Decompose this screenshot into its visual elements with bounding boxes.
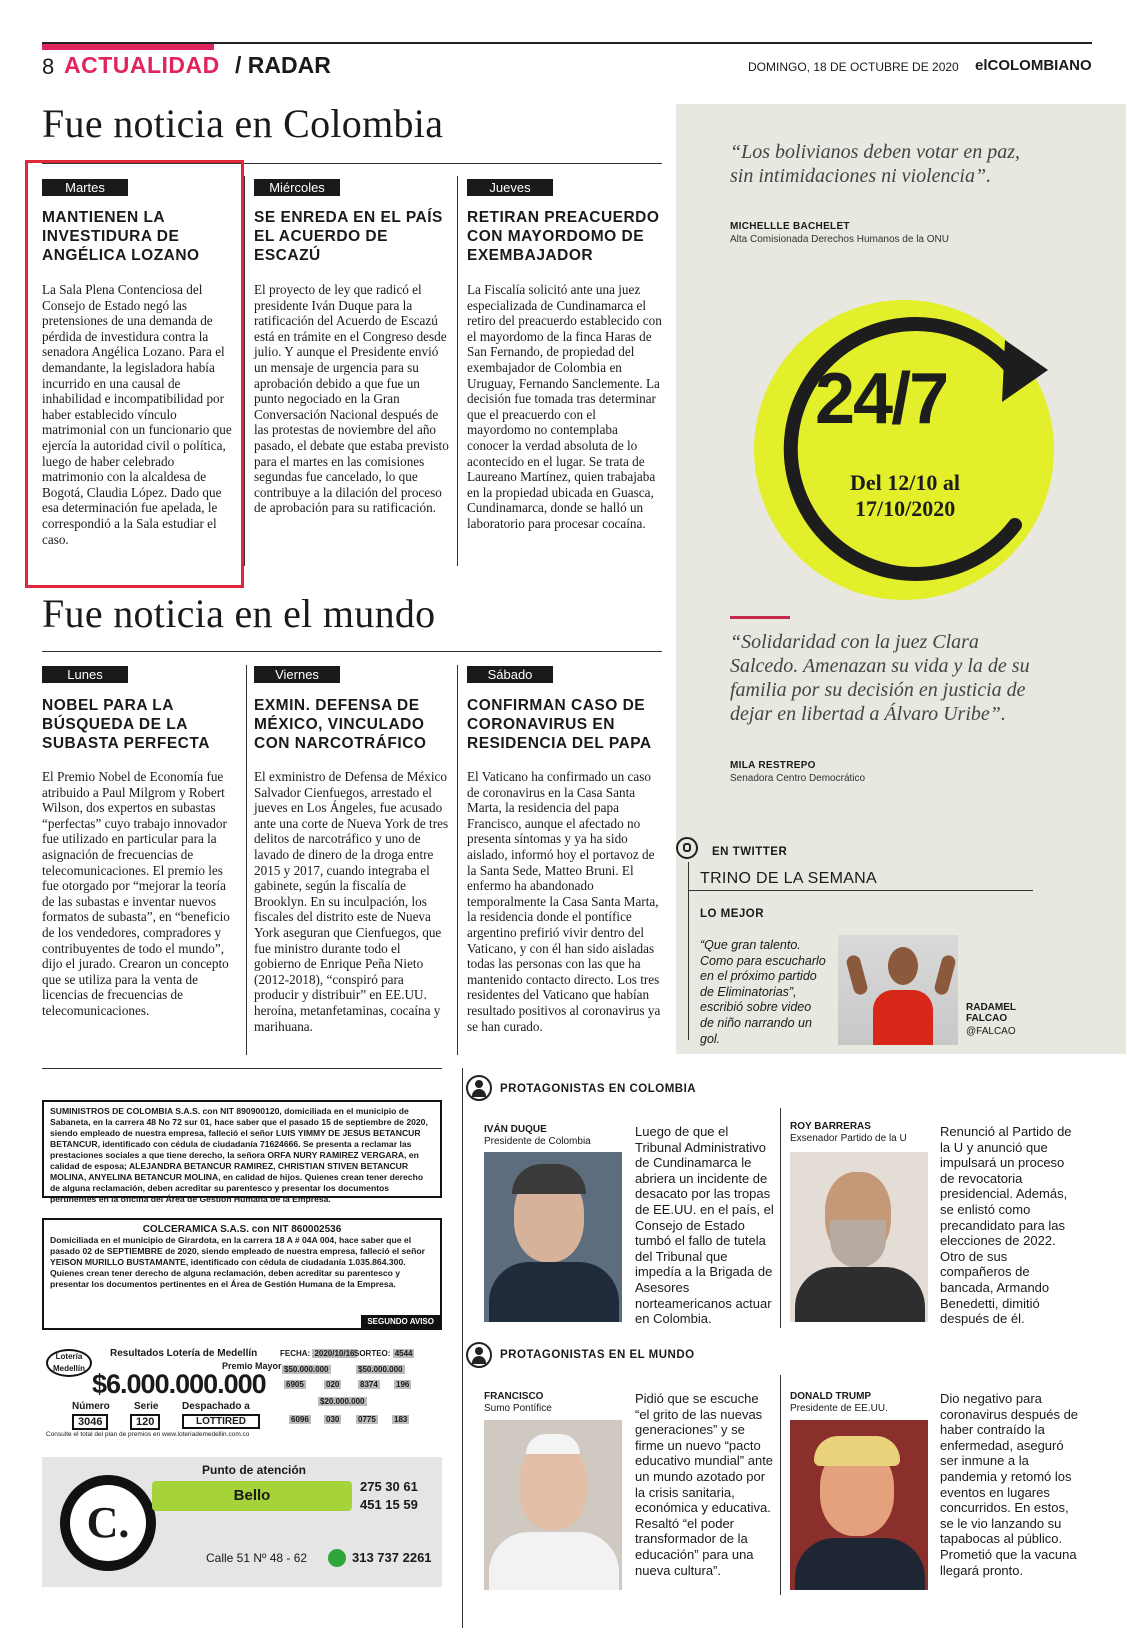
person-role: Sumo Pontífice: [484, 1403, 552, 1414]
seco-number: 196: [396, 1380, 410, 1389]
section-accent-bar: [42, 44, 214, 50]
story-body: La Fiscalía solicitó ante una juez especializada de Cundinamarca el retiro del preacuerdo establecido con el mayordomo de la finca Haras de San Fernando, de propiedad del exembajador de Colombia en Uruguay, Fernando Sanclemente. La decisión fue tomada tras determinar que el preacuerdo con el mayordomo no contemplaba conocer la verdad absoluta de lo acontecido en el lugar. Se trata de Laureano Martínez, quien trabajaba en la propiedad ubicada en Guasca, Cundinamarca, donde se halló un laboratorio para procesar cocaína.: [467, 282, 662, 531]
tweet-author: RADAMEL FALCAO: [966, 1002, 1016, 1024]
best-label: LO MEJOR: [700, 908, 765, 920]
day-tag: Lunes: [42, 666, 128, 683]
person-text: Pidió que se escuche “el grito de las nuevas generaciones” y se firme un nuevo “pacto educativo mundial” ante un mundo azotado por la crisis sanitaria, económica y educativa. Resaltó “el poder transformador de la educación” para una nueva cultura”.: [635, 1391, 774, 1578]
story-body: El exministro de Defensa de México Salvador Cienfuegos, arrestado el jueves en Los Ángeles, fue acusado ante una corte de Nueva York de tres delitos de narcotráfico y uno de lavado de dinero de la droga entre 2015 y 2017, cuando integraba el gabinete, según la fiscalía de Brooklyn. En su inculpación, los fiscales del distrito este de Nueva York aseguran que Cienfuegos, que fue ministro durante todo el gobierno de Enrique Peña Nieto (2012-2018), “conspiró para producir y distribuir” en EE.UU. heroína, metanfetaminas, cocaína y marihuana.: [254, 769, 449, 1034]
twitter-icon: [676, 837, 698, 859]
refresh-arrow-icon: [780, 300, 1050, 600]
subsection-title: / RADAR: [235, 52, 331, 78]
quote-author-role: Senadora Centro Democrático: [730, 773, 866, 784]
legal-notice: COLCERAMICA S.A.S. con NIT 860002536 Domiciliada en el municipio de Girardota, en la carrera 18 A # 04A 004, hace saber que el pasado 02 de SEPTIEMBRE de 2020, siendo empleado de nuestra empresa, falleció el señor YEISON MURILLO BUSTAMANTE, identificado con cédula de ciudadanía 1.035.864.300. Quienes crean tener derecho de alguna reclamación, deben acreditar su parentesco y presentar los documentos pertinentes en el Área de Gestión Humana de la Empresa. SEGUNDO AVISO: [42, 1218, 442, 1330]
column-divider: [457, 176, 458, 566]
divider: [42, 651, 662, 652]
divider: [462, 1068, 463, 1628]
issue-date: DOMINGO, 18 DE OCTUBRE DE 2020: [748, 60, 959, 74]
winning-serie: 120: [130, 1414, 160, 1430]
person-name: IVÁN DUQUE: [484, 1124, 547, 1135]
seco-number: 0775: [358, 1415, 376, 1424]
quote-author: MILA RESTREPO: [730, 760, 816, 771]
punto-atencion-ad: [42, 1457, 442, 1587]
whatsapp-icon: [328, 1549, 346, 1567]
quote-author: MICHELLLE BACHELET: [730, 221, 850, 232]
brand-letter: C.: [70, 1485, 146, 1561]
divider: [780, 1108, 781, 1328]
story-body: El Vaticano ha confirmado un caso de coronavirus en la Casa Santa Marta, la residencia del papa Francisco, aunque el afectado no presenta síntomas y ya ha sido aislado, informó hoy el portavoz de la Santa Sede, Matteo Bruni. El enfermo ha abandonado temporalmente la Casa Santa Marta, la residencia donde el pontífice argentino prefirió vivir dentro del Vaticano, y con él han sido aisladas todas las personas con las que ha mantenido contacto directo. Los tres residentes del Vaticano que habían resultado positivos al coronavirus ya se han curado.: [467, 769, 661, 1034]
column-divider: [457, 665, 458, 1055]
day-tag: Viernes: [254, 666, 340, 683]
day-tag: Sábado: [467, 666, 553, 683]
badge-24-7: 24/7: [815, 359, 948, 439]
day-tag: Martes: [42, 179, 128, 196]
story-headline[interactable]: CONFIRMAN CASO DE CORONAVIRUS EN RESIDENCIA DEL PAPA: [467, 697, 652, 752]
seco-number: 6096: [291, 1415, 309, 1424]
person-icon: [466, 1075, 492, 1101]
divider: [42, 1068, 442, 1069]
seco-number: 8374: [360, 1380, 378, 1389]
mundo-section-title: Fue noticia en el mundo: [42, 591, 436, 636]
despachado-value: LOTTIRED: [182, 1414, 260, 1429]
whatsapp-number[interactable]: 313 737 2261: [352, 1550, 432, 1565]
falcao-photo: [838, 935, 958, 1045]
lottery-footnote: Consulte el total del plan de premios en www.loteriademedellin.com.co: [46, 1431, 250, 1438]
day-tag: Miércoles: [254, 179, 340, 196]
barreras-photo: [790, 1152, 928, 1322]
quote-text: “Solidaridad con la juez Clara Salcedo. Amenazan su vida y la de su familia por su decisión en justicia de dejar en libertad a Álvaro Uribe”.: [730, 631, 1030, 725]
page-number: 8: [42, 54, 55, 79]
person-name: DONALD TRUMP: [790, 1391, 872, 1402]
protagonistas-mundo-title: PROTAGONISTAS EN EL MUNDO: [500, 1349, 695, 1361]
tweet-text: “Que gran talento. Como para escucharlo en el próximo partido de Eliminatorias”, escribió sobre video de niño narrando un gol.: [700, 938, 826, 1046]
seco-number: 183: [394, 1415, 408, 1424]
quote-text: “Los bolivianos deben votar en paz, sin intimidaciones ni violencia”.: [730, 141, 1020, 187]
prize-amount: $6.000.000.000: [92, 1369, 266, 1399]
person-text: Dio negativo para coronavirus después de haber contraído la enfermedad, aseguró ser inmune a la pandemia y retomó los eventos en lugares concurridos. En estos, se le vio lanzando su tapabocas al público. Prometió que la vacuna llegará pronto.: [940, 1391, 1079, 1578]
person-name: ROY BARRERAS: [790, 1121, 871, 1132]
tweet-handle[interactable]: @FALCAO: [966, 1026, 1016, 1037]
story-headline[interactable]: SE ENREDA EN EL PAÍS EL ACUERDO DE ESCAZÚ: [254, 209, 443, 264]
protagonistas-colombia-title: PROTAGONISTAS EN COLOMBIA: [500, 1083, 697, 1095]
phone-number[interactable]: 275 30 61: [360, 1479, 418, 1494]
twitter-label: EN TWITTER: [712, 846, 788, 858]
lottery-results: Lotería Medellín Resultados Lotería de Medellín Premio Mayor $6.000.000.000 Número Serie Despachado a 3046 120 LOTTIRED FECHA: 2020/10/16 SORTEO: 4544 $50.000.000 $50.000.000 6905 020 8374 196 $20.000.000 6096 030 0775 183 Consulte el total del plan de premios en www.loteriademedellin.com.co: [46, 1348, 413, 1438]
seco-number: 020: [326, 1380, 340, 1389]
seco-prize: $50.000.000: [358, 1365, 403, 1374]
punto-label: Punto de atención: [202, 1463, 307, 1477]
story-headline[interactable]: EXMIN. DEFENSA DE MÉXICO, VINCULADO CON NARCOTRÁFICO: [254, 697, 427, 752]
person-role: Presidente de Colombia: [484, 1136, 591, 1147]
lottery-title: Resultados Lotería de Medellín: [110, 1348, 258, 1359]
story-body: La Sala Plena Contenciosa del Consejo de Estado negó las pretensiones de una demanda de pérdida de investidura contra la senadora Angélica Lozano. Para el demandante, la legisladora había incurrido en una causal de inhabilidad e incompatibilidad por haber establecido vínculo matrimonial con un funcionario que ejercía la autoridad civil o política, luego de haber celebrado matrimonio con la alcaldesa de Bogotá, Claudia López. Dado que esa determinación fue apelada, le correspondió a la Sala estudiar el caso.: [42, 282, 232, 547]
brand-circle-logo: [60, 1475, 156, 1571]
highlight-box: [25, 160, 244, 588]
despachado-label: Despachado a: [182, 1401, 250, 1412]
tweet-section-title: TRINO DE LA SEMANA: [700, 870, 877, 887]
story-headline[interactable]: MANTIENEN LA INVESTIDURA DE ANGÉLICA LOZANO: [42, 209, 200, 264]
column-divider: [244, 176, 245, 566]
story-headline[interactable]: NOBEL PARA LA BÚSQUEDA DE LA SUBASTA PERFECTA: [42, 697, 210, 752]
story-body: El proyecto de ley que radicó el presidente Iván Duque para la ratificación del Acuerdo de Escazú está en trámite en el Congreso desde julio. Y aunque el Presidente envió un mensaje de urgencia para su aprobación debido a que fue un punto negociado en la Gran Conversación Nacional después de las protestas de noviembre del año pasado, el debate que estaba previsto para el martes en las comisiones segundas fue cancelado, lo que contribuye a la dilación del proceso de aprobación para su ratificación.: [254, 282, 449, 516]
numero-label: Número: [72, 1401, 110, 1412]
legal-notice: SUMINISTROS DE COLOMBIA S.A.S. con NIT 890900120, domiciliada en el municipio de Sabaneta, en la carrera 48 No 72 sur 01, hace saber que el pasado 15 de septiembre de 2020, siendo empleado de nuestra empresa, falleció el señor LUIS YIMMY DE JESUS BETANCUR BETANCUR, identificado con cédula de ciudadanía 71624666. Se presenta a reclamar las prestaciones sociales a que tiene derecho, la señora ORFA NURY RAMIREZ VERGARA, en calidad de esposa; ALEJANDRA BETANCUR RAMIREZ, CHRISTIAN STIVEN BETANCUR MOLINA, ANYELINA BETANCUR MOLINA, en calidad de hijos. Quienes crean tener derecho de alguna reclamación, deben acreditar su parentesco y presentar los documentos pertinentes en la oficina del Área de Gestión Humana de la Empresa.: [42, 1100, 442, 1198]
phone-number[interactable]: 451 15 59: [360, 1497, 418, 1512]
serie-label: Serie: [134, 1401, 159, 1412]
duque-photo: [484, 1152, 622, 1322]
person-text: Renunció al Partido de la U y anunció que impulsará un proceso de revocatoria presidencial. Además, se enlistó como precandidato para las elecciones de 2022. Otro de sus compañeros de bancada, Armando Benedetti, dimitió después de él.: [940, 1124, 1072, 1327]
column-divider: [246, 665, 247, 1055]
person-icon: [466, 1342, 492, 1368]
badge-dates-line2: 17/10/2020: [855, 496, 956, 521]
seco-prize: $20.000.000: [320, 1397, 365, 1406]
pope-photo: [484, 1420, 622, 1590]
punto-address: Calle 51 Nº 48 - 62: [206, 1551, 308, 1565]
person-text: Luego de que el Tribunal Administrativo de Cundinamarca le abriera un incidente de desacato por las tropas de EE.UU. en el país, el Consejo de Estado tumbó el fallo de tutela del Tribunal que impedía a la Brigada de Asesores norteamericanos actuar en Colombia.: [635, 1124, 774, 1327]
colombia-section-title: Fue noticia en Colombia: [42, 101, 444, 146]
divider: [780, 1375, 781, 1595]
seco-number: 030: [326, 1415, 340, 1424]
story-headline[interactable]: RETIRAN PREACUERDO CON MAYORDOMO DE EXEMBAJADOR: [467, 209, 660, 264]
seco-number: 6905: [286, 1380, 304, 1389]
quote-author-role: Alta Comisionada Derechos Humanos de la ONU: [730, 234, 949, 245]
winning-number: 3046: [72, 1414, 108, 1430]
trump-photo: [790, 1420, 928, 1590]
day-tag: Jueves: [467, 179, 553, 196]
lottery-logo: Lotería Medellín: [46, 1349, 92, 1377]
punto-place: Bello: [152, 1481, 352, 1511]
divider: [688, 890, 1033, 891]
story-body: El Premio Nobel de Economía fue atribuido a Paul Milgrom y Robert Wilson, dos expertos en subastas “perfectas” cuyo trabajo innovador fue utilizado en particular para la asignación de frecuencias de telecomunicaciones. El premio les fue otorgado por “mejorar la teoría de las subastas e inventar nuevos formatos de subasta”, en “beneficio de los vendedores, compradores y contribuyentes de todo el mundo”, dijo el jurado. Crearon un concepto que se utiliza para la venta de licencias de frecuencias de telecomunicaciones.: [42, 769, 230, 1018]
badge-dates-line1: Del 12/10 al: [850, 470, 960, 495]
accent-line: [730, 616, 790, 619]
person-role: Exsenador Partido de la U: [790, 1133, 907, 1144]
divider: [688, 862, 689, 1040]
brand-logo: elCOLOMBIANO: [975, 57, 1092, 74]
prize-label: Premio Mayor: [222, 1361, 282, 1371]
seco-prize: $50.000.000: [284, 1365, 329, 1374]
person-role: Presidente de EE.UU.: [790, 1403, 888, 1414]
person-name: FRANCISCO: [484, 1391, 544, 1402]
section-title: ACTUALIDAD: [64, 52, 220, 78]
